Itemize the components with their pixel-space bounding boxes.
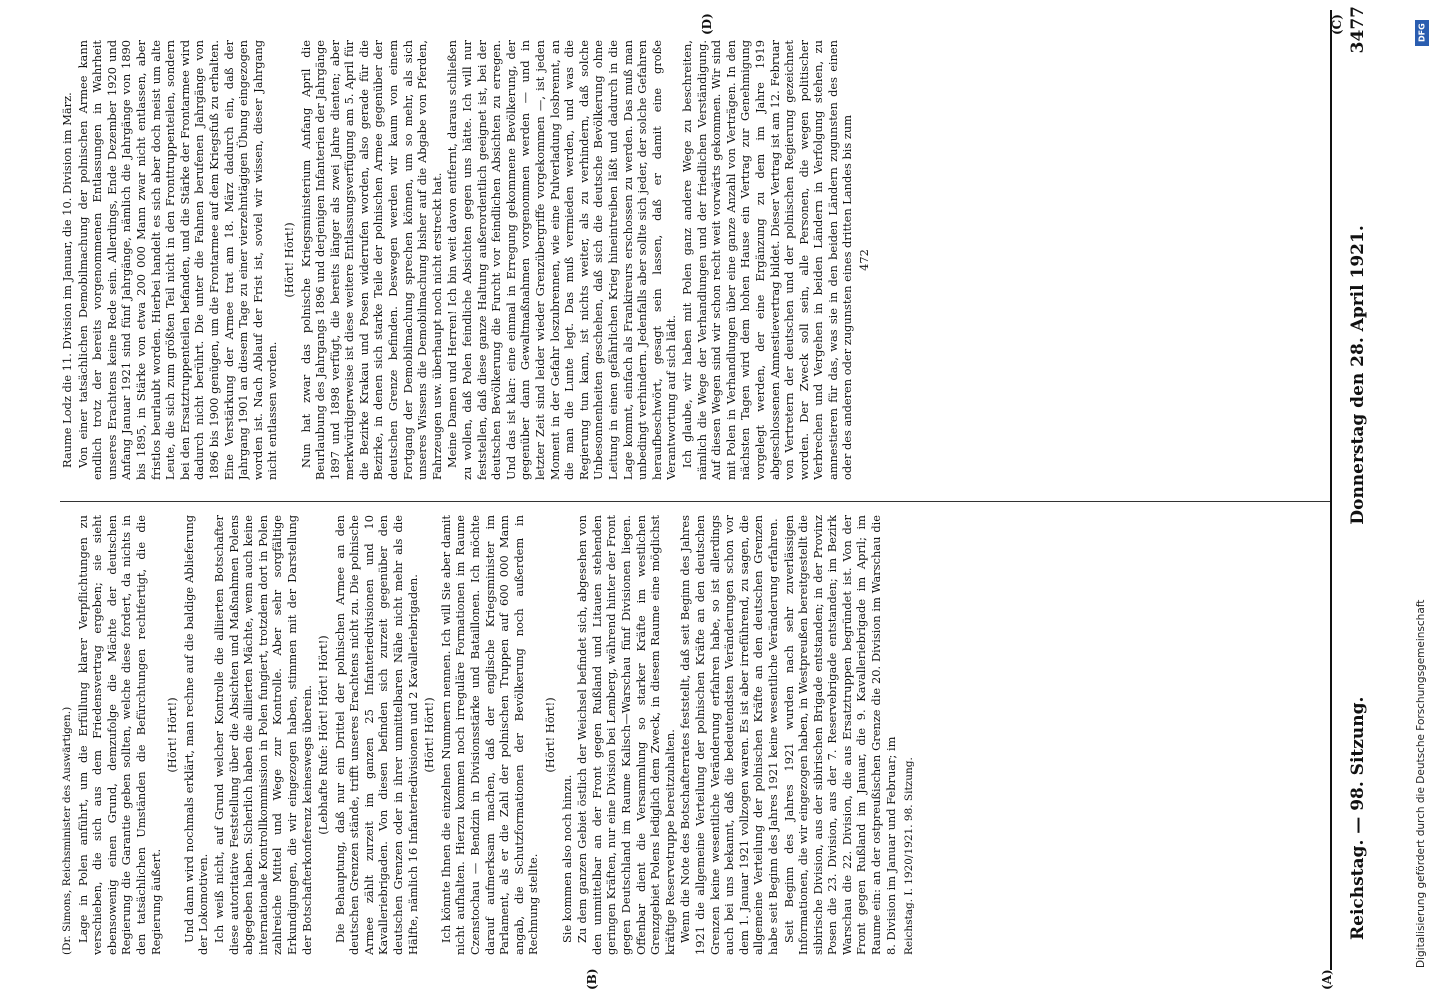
digitization-credit (1412, 10, 1432, 990)
paragraph: Von einer tatsächlichen Demobilmachung der polnischen Armee kann endlich trotz der bereits vorgenommenen Entlassungen in Wahrheit unseres Erachtens keine Rede sein. Allerdings, Ende Dezember 1920 und Anfang Januar 1921 sind fünf Jahrgänge, nämlich die Jahrgänge von 1890 bis 1895, in Stärke von etwa 200 000 Mann zwar nicht entlassen, aber fristlos beurlaubt worden. Hierbei handelt es sich aber doch meist um alte Leute, die sich zum größten Teil nicht in den Fronttruppenteilen, sondern bei den Ersatztruppenteilen befanden, und die Stärke der Frontarmee wird dadurch nicht berührt. Die unter die Fahnen berufenen Jahrgänge von 1896 bis 1900 genügen, um die Frontarmee auf dem Kriegsfuß zu erhalten. Eine Verstärkung der Armee trat am 18. März dadurch ein, daß der Jahrgang 1901 an diesem Tage zu einer vierzehntägigen Übung eingezogen worden ist. Nach Ablauf der Frist ist, soviel wir wissen, dieser Jahrgang nicht entlassen worden. (75, 40, 280, 480)
paragraph: Ich weiß nicht, auf Grund welcher Kontrolle die alliierten Botschafter diese autoritative Feststellung über die Absichten und Maßnahmen Polens abgegeben haben. Sicherlich haben die alliierten Mächte, wenn auch keine internationale Kontrollkommission in Polen fungiert, trotzdem dort in Polen zahlreiche Mittel und Wege zur Kontrolle. Aber sehr sorgfältige Erkundigungen, die wir eingezogen haben, stimmen mit der Darstellung der Botschafterkonferenz keineswegs überein. (211, 515, 314, 955)
header-rule (1330, 10, 1332, 970)
interjection: (Hört! Hört!) (422, 697, 437, 773)
paragraph: Die Behauptung, daß nur ein Drittel der polnischen Armee an den deutschen Grenzen stände, trifft unseres Erachtens nicht zu. Die polnische Armee zählt zurzeit im ganzen 25 Infanteriedivisionen und 10 Kavalleriebrigaden. Von diesen befinden sich zurzeit gegenüber den deutschen Grenzen oder in ihrer unmittelbaren Nähe nicht mehr als die Hälfte, nämlich 16 Infanteriedivisionen und 2 Kavalleriebrigaden. (332, 515, 420, 955)
paragraph: Wenn die Note des Botschafterrates feststellt, daß seit Beginn des Jahres 1921 die allgemeine Verteilung der polnischen Kräfte an den deutschen Grenzen keine wesentliche Veränderung erfahren habe, so ist allerdings auch bei uns bekannt, daß die bedeutendsten Veränderungen schon vor dem 1. Januar 1921 vollzogen waren. Es ist aber irreführend, zu sagen, die allgemeine Verteilung der polnischen Kräfte an den deutschen Grenzen habe seit Beginn des Jahres 1921 keine wesentliche Veränderung erfahren. (678, 515, 780, 955)
margin-letter-d: (D) (700, 13, 714, 35)
paragraph: Seit Beginn des Jahres 1921 wurden nach sehr zuverlässigen Informationen, die wir eingezogen haben, in Westpreußen bereitgestellt die sibirische Division, aus der sibirischen Brigade entstanden; in der Provinz Posen die 23. Division, aus der 7. Reservebrigade entstanden; im Bezirk Warschau die 22. Division, die aus Ersatztruppen begründet ist. Von der Front gegen Rußland im Januar, die 9. Kavalleriebrigade im April; im Raume ein: an der ostpreußischen Grenze die 20. Division im Warschau die 8. Division im Januar und Februar; im (781, 515, 898, 955)
paragraph: Raume Lodz die 11. Division im Januar, die 10. Division im März. (60, 92, 74, 468)
paragraph: Sie kommen also noch hinzu. (559, 774, 574, 943)
paragraph: Meine Damen und Herren! Ich bin weit davon entfernt, daraus schließen zu wollen, daß Polen feindliche Absichten gegen uns hätte. Ich will nur feststellen, daß diese ganze Haltung außerordentlich geeignet ist, bei der deutschen Bevölkerung die Furcht vor feindlichen Absichten zu erregen. Und das ist klar: eine einmal in Erregung gekommene Bevölkerung, der gegenüber dann Gewaltmaßnahmen vorgenommen werden — und in letzter Zeit sind leider wieder Grenzübergriffe vorgekommen —, ist jeden Moment in der Gefahr loszubrennen, wie eine Pulverladung losbrennt, an die man die Lunte legt. Das muß vermieden werden, und was die Regierung tun kann, ist nichts weiter, als zu verhindern, daß solche Unbesonnenheiten geschehen, daß sich die deutsche Bevölkerung ohne Leitung in einen gefährlichen Krieg hineintreiben läßt und dadurch in die Lage kommt, einfach als Frankireurs erschossen zu werden. Das muß man unbedingt verhindern. Jedenfalls aber sollte sich jeder, der solche Gefahren heraufbeschwört, gesagt sein lassen, daß er damit eine große Verantwortung auf sich lädt. (445, 40, 679, 480)
left-column (60, 515, 1320, 955)
credit-text: Digitalisierung gefördert durch die Deutsche Forschungsgemeinschaft (1415, 599, 1427, 968)
page-number: 3477 (1348, 6, 1368, 54)
interjection: (Hört! Hört!) (543, 697, 557, 773)
running-head (1338, 0, 1378, 1000)
page-footer: Reichstag. I. 1920/1921. 98. Sitzung. (903, 757, 916, 955)
interjection: (Hört! Hört!) (165, 697, 180, 773)
column-divider (60, 501, 1330, 502)
dfg-logo: DFG (1415, 20, 1429, 46)
margin-letter-a: (A) (1320, 969, 1334, 990)
paragraph: Ich könnte Ihnen die einzelnen Nummern nennen. Ich will Sie aber damit nicht aufhalten. Hierzu kommen noch irreguläre Formationen im Raume Czenstochau — Bendzin in Divisionsstärke und Bataillonen. Ich möchte darauf aufmerksam machen, daß der englische Kriegsminister im Parlament, als er die Zahl der polnischen Truppen auf 600 000 Mann angab, die Schutzformationen der Bevölkerung noch außerdem in Rechnung stellte. (438, 515, 541, 955)
header-left: Reichstag. — 98. Sitzung. (1348, 696, 1368, 940)
paragraph: Ich glaube, wir haben mit Polen ganz andere Wege zu beschreiten, nämlich die Wege der Verhandlungen und der friedlichen Verständigung. Auf diesen Wegen sind wir schon recht weit vorwärts gekommen. Wir sind mit Polen in Verhandlungen über eine ganze Anzahl von Verträgen. In den nächsten Tagen wird dem hohen Hause ein Vertrag zur Genehmigung vorgelegt werden, der eine Ergänzung zu dem im Jahre 1919 abgeschlossenen Amnestievertrag bildet. Dieser Vertrag ist am 12. Februar von Vertretern der deutschen und der polnischen Regierung gezeichnet worden. Der Zweck soll sein, alle Personen, die wegen politischer Verbrechen und Vergehen in beiden Ländern in Verfolgung stehen, zu amnestieren für das, was sie in den beiden Ländern zugunsten des einen oder des anderen oder zugunsten eines dritten Landes bis zum (679, 40, 855, 480)
paragraph: Nun hat zwar das polnische Kriegsministerium Anfang April die Beurlaubung des Jahrgangs 1896 und derjenigen Infanterien der Jahrgänge 1897 und 1898 verfügt, die bereits länger als zwei Jahre dienten; aber merkwürdigerweise ist diese weitere Entlassungsverfügung am 5. April für die Bezirke Krakau und Posen widerrufen worden, also gerade für die Bezirke, in denen sich starke Teile der polnischen Armee gegenüber der deutschen Grenze befinden. Deswegen werden wir kaum von einem Fortgang der Demobilmachung sprechen können, um so mehr, als sich unseres Wissens die Demobilmachung bisher auf die Abgabe von Pferden, Fahrzeugen usw. überhaupt noch nicht erstreckt hat. (298, 40, 444, 480)
header-date: Donnerstag den 28. April 1921. (1348, 225, 1368, 525)
page-foot-number: 472 (857, 249, 872, 271)
paragraph: Und dann wird nochmals erklärt, man rechne auf die baldige Ablieferung der Lokomotiven. (181, 515, 211, 955)
interjection: (Lebhafte Rufe: Hört! Hört! Hört!) (316, 635, 331, 835)
paragraph: Lage in Polen anführt, um die Erfüllung klarer Verpflichtungen zu verschieben, die sich aus dem Friedensvertrag ergeben; sie sieht ebensowenig einen Grund, demzufolge die Mächte der deutschen Regierung die Garantie geben sollten, welche diese fordert, da nichts in den tatsächlichen Umständen die Befürchtungen rechtfertigt, die die Regierung äußert. (75, 515, 163, 955)
paragraph: Zu dem ganzen Gebiet östlich der Weichsel befindet sich, abgesehen von den unmittelbar an der Front gegen Rußland und Litauen stehenden geringen Kräften, nur eine Division bei Lemberg, während hinter der Front gegen Deutschland im Raume Kalisch—Warschau fünf Divisionen liegen. Offenbar dient die Versammlung so starker Kräfte im westlichen Grenzgebiet Polens lediglich dem Zweck, in diesem Raume eine möglichst kräftige Reservetruppe bereitzuhalten. (575, 515, 677, 955)
interjection: (Hört! Hört!) (281, 222, 296, 298)
margin-letter-c: (C) (1330, 14, 1344, 35)
margin-letter-b: (B) (585, 968, 599, 990)
right-column (60, 40, 1320, 480)
speaker-line: (Dr. Simons, Reichsminister des Auswärtigen.) (61, 706, 73, 955)
